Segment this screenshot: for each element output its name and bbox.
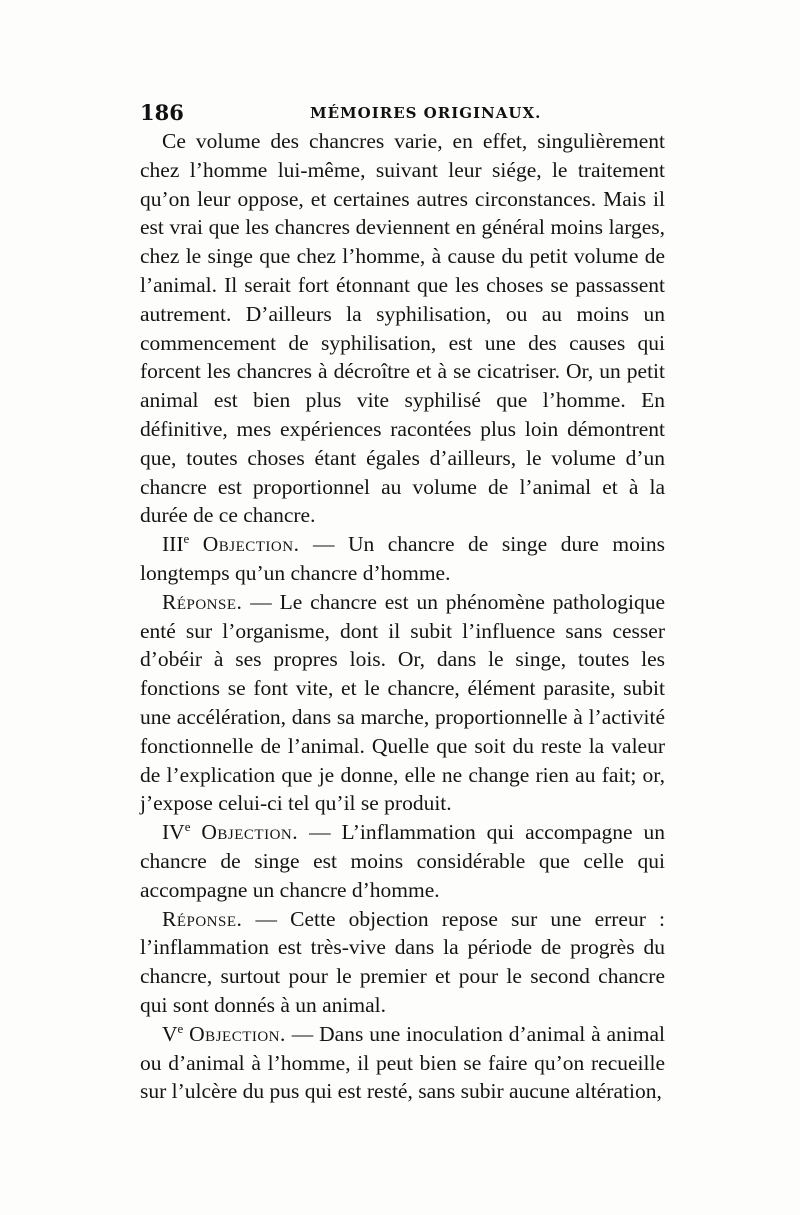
objection-number: IVe [162, 819, 191, 845]
reponse-label: Réponse. [162, 589, 243, 614]
paragraph-reponse-3 [140, 588, 665, 818]
objection-label: Objection. [189, 1021, 286, 1046]
paragraph-objection-5 [140, 1020, 665, 1106]
objection-label: Objection. [201, 820, 299, 845]
paragraph-text: Ce volume des chancres varie, en effet, singulièrement chez l’homme lui-même, suivant leur siége, le traitement qu’on leur oppose, et certaines autres circonstances. Mais il est vrai que les chancres deviennent en général moins larges, chez le singe que chez l’homme, à cause du petit volume de l’animal. Il serait fort étonnant que les choses se passassent autrement. D’ailleurs la syphilisation, ou au moins un commencement de syphilisation, est une des causes qui forcent les chancres à décroître et à se cicatriser. Or, un petit animal est bien plus vite syphilisé que l’homme. En définitive, mes expériences racontées plus loin démontrent que, toutes choses étant égales d’ailleurs, le volume d’un chancre est proportionnel au volume de l’animal et à la durée de ce chancre. [140, 129, 665, 528]
paragraph-volume-chancres [140, 127, 665, 530]
paragraph-reponse-4 [140, 905, 665, 1020]
body-text [140, 127, 665, 1106]
objection-label: Objection. [202, 532, 300, 557]
paragraph-objection-4 [140, 818, 665, 904]
paragraph-text: — L’inflammation qui accompagne un chancre de singe est moins considérable que celle qui accompagne un chancre d’homme. [140, 820, 665, 902]
objection-number: Ve [162, 1021, 184, 1046]
page-number: 186 [140, 100, 184, 125]
reponse-label: Réponse. [162, 906, 243, 931]
objection-number: IIIe [162, 532, 190, 557]
running-title: MÉMOIRES ORIGINAUX. [310, 104, 542, 122]
paragraph-text: — Un chancre de singe dure moins longtemps qu’un chancre d’homme. [140, 532, 665, 585]
page-header [140, 100, 665, 124]
paragraph-objection-3 [140, 530, 665, 588]
paragraph-text: — Dans une inoculation d’animal à animal ou d’animal à l’homme, il peut bien se faire qu’on recueille sur l’ulcère du pus qui est resté, sans subir aucune altération, [140, 1021, 666, 1104]
paragraph-text: — Cette objection repose sur une erreur : l’inflammation est très-vive dans la période de progrès du chancre, surtout pour le premier et pour le second chancre qui sont donnés à un animal. [140, 906, 665, 1017]
paragraph-text: — Le chancre est un phénomène pathologique enté sur l’organisme, dont il subit l’influence sans cesser d’obéir à ses propres lois. Or, dans le singe, toutes les fonctions se font vite, et le chancre, élément parasite, subit une accélération, dans sa marche, proportionnelle à l’activité fonctionnelle de l’animal. Quelle que soit du reste la valeur de l’explication que je donne, elle ne change rien au fait; or, j’expose celui-ci tel qu’il se produit. [140, 589, 665, 816]
